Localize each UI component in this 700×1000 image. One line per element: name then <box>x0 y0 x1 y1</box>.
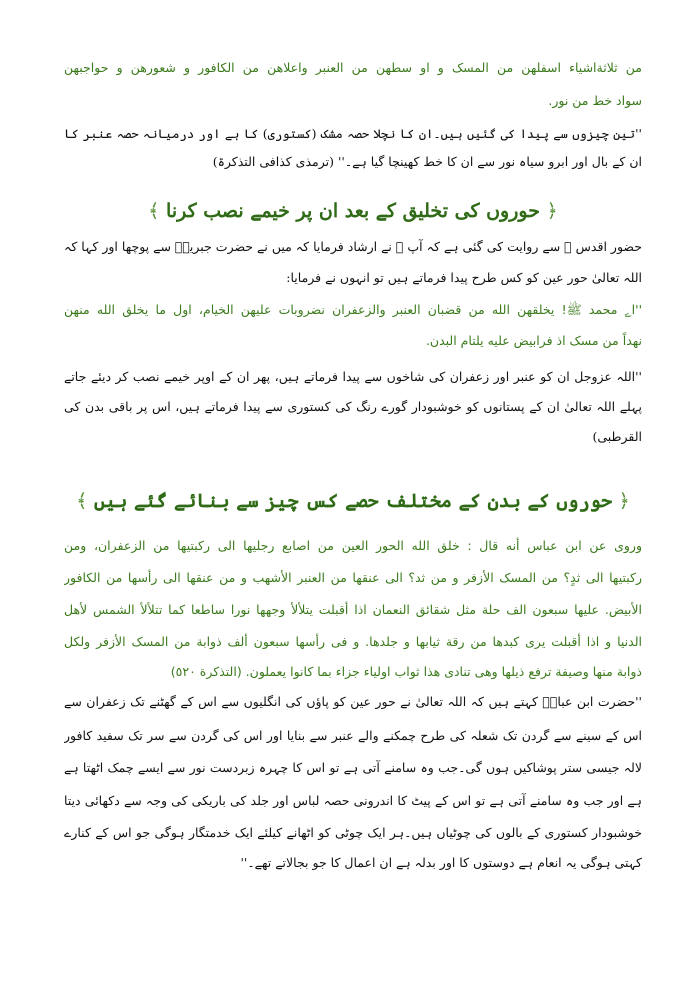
urdu-text-line: ''تین چیزوں سے پیدا کی گئیں ہیں۔ان کا نچلا حصہ مشک (کستوری) کا ہے اور درمیانہ حصہ عنبر کا <box>64 126 642 141</box>
urdu-text-line: ان کے بال اور ابرو سیاہ نور سے ان کا خط کھینچا گیا ہے۔'' (ترمذی کذافی التذکرۃ) <box>212 154 642 169</box>
ornament-bracket-icon: ﴿ <box>618 490 630 512</box>
urdu-text-line: اللہ تعالیٰ حور عین کو کس طرح پیدا فرماتے ہیں تو انہوں نے فرمایا: <box>286 270 642 285</box>
arabic-text-line: نهداً من مسک اذ فرابیض عليه يلتام البدن. <box>425 333 642 348</box>
urdu-text-line: پہلے اللہ تعالیٰ ان کے پستانوں کو خوشبودار گورے رنگ کی کستوری سے پیدا فرماتے ہیں، اس پر باقی بدن کی <box>64 399 642 414</box>
arabic-text-line: الدنيا و اذا أقبلت يرى كبدها من رقة ثيابها و جلدها. و فى رأسها سبعون ألف ذوابة من المسک الأزفر ولكل <box>64 634 642 649</box>
arabic-text-line: سواد خط من نور. <box>548 93 642 108</box>
arabic-text-line: ركبتيها الى ثدٍ؟ من المسک الأزفر و من ثد؟ الى عنقها من العنبر الأشهب و من عنقها الى رأسها من الكافور <box>64 570 642 585</box>
urdu-text-line: ہے اور جب وہ سامنے آتی ہے تو اس کے پیٹ کا اندرونی حصہ لباس اور جلد کی باریکی کی وجہ سے دکھائی دیتا <box>64 793 642 808</box>
urdu-text-line: لالہ جیسی ستر پوشاکیں ہوں گی۔جب وہ سامنے آتی ہے تو اس کا چہرہ زبردست نور سے ایسے چمک اٹھتا ہے <box>64 760 642 775</box>
urdu-text-line: حضور اقدس ﷺ سے روایت کی گئی ہے کہ آپ ﷺ نے ارشاد فرمایا کہ میں نے حضرت جبریلؑ سے پوچھا اور کہا کہ <box>64 239 642 254</box>
arabic-text-line: من ثلاثةاشياء اسفلهن من المسک و او سطهن من العنبر واعلاهن من الکافور و شعورهن و حواجبهن <box>64 60 642 75</box>
arabic-text-line: وروی عن ابن عباس أنه قال : خلق الله الحور العين من اصابع رجليها الى ركبتيها من الزعفران، ومن <box>64 538 642 553</box>
urdu-text-line: اس کے سینے سے گردن تک شعلہ کی طرح چمکنے والے عنبر سے بنایا اور اس کی گردن سے سر تک سفید کافور <box>64 728 642 743</box>
ornament-bracket-icon: ﴾ <box>148 200 160 222</box>
section-heading <box>64 490 642 512</box>
urdu-text-line: ''اللہ عزوجل ان کو عنبر اور زعفران کی شاخوں سے پیدا فرماتے ہیں، پھر ان کے اوپر خیمے نصب کر دیئے جاتے <box>64 369 642 384</box>
urdu-text-line: کہتی ہوگی یہ انعام ہے دوستوں کا اور بدلہ ہے ان اعمال کا جو بجالاتے تھے۔'' <box>240 855 642 870</box>
section-heading-text: حوروں کے بدن کے مختلف حصے کس چیز سے بنائے گئے ہیں <box>93 490 613 512</box>
urdu-text-line: ''حضرت ابن عباسؓ کہتے ہیں کہ اللہ تعالیٰ نے حور عین کو پاؤں کی انگلیوں سے اس کے گھٹنے تک زعفران سے <box>64 694 642 709</box>
urdu-text-line: القرطبی) <box>592 429 642 444</box>
ornament-bracket-icon: ﴿ <box>546 200 558 222</box>
arabic-text-line: ذوابة منها وصيفة ترفع ذيلها وهى تنادى هذا ثواب اولياء جزاء بما كانوا يعملون. (التذكرة ٥٢٠) <box>170 664 642 679</box>
section-heading-text: حوروں کی تخلیق کے بعد ان پر خیمے نصب کرنا <box>166 200 540 222</box>
arabic-text-line: ''اے محمد ﷺ! یخلقهن الله من قضبان العنبر والزعفران نضروبات عليهن الخيام، اول ما يخلق الله منهن <box>64 302 642 317</box>
section-heading <box>64 200 642 222</box>
arabic-text-line: الأبيض. عليها سبعون الف حلة مثل شقائق النعمان اذا أقبلت يتلألأ وجهها نورا ساطعا كما تتلألأ الشمس لأهل <box>64 602 642 617</box>
urdu-text-line: خوشبودار کستوری کے بالوں کی چوٹیاں ہیں۔ہر ایک چوٹی کو اٹھانے کیلئے ایک خدمتگار ہوگی جو اس کے کنارے <box>64 825 642 840</box>
ornament-bracket-icon: ﴾ <box>76 490 88 512</box>
